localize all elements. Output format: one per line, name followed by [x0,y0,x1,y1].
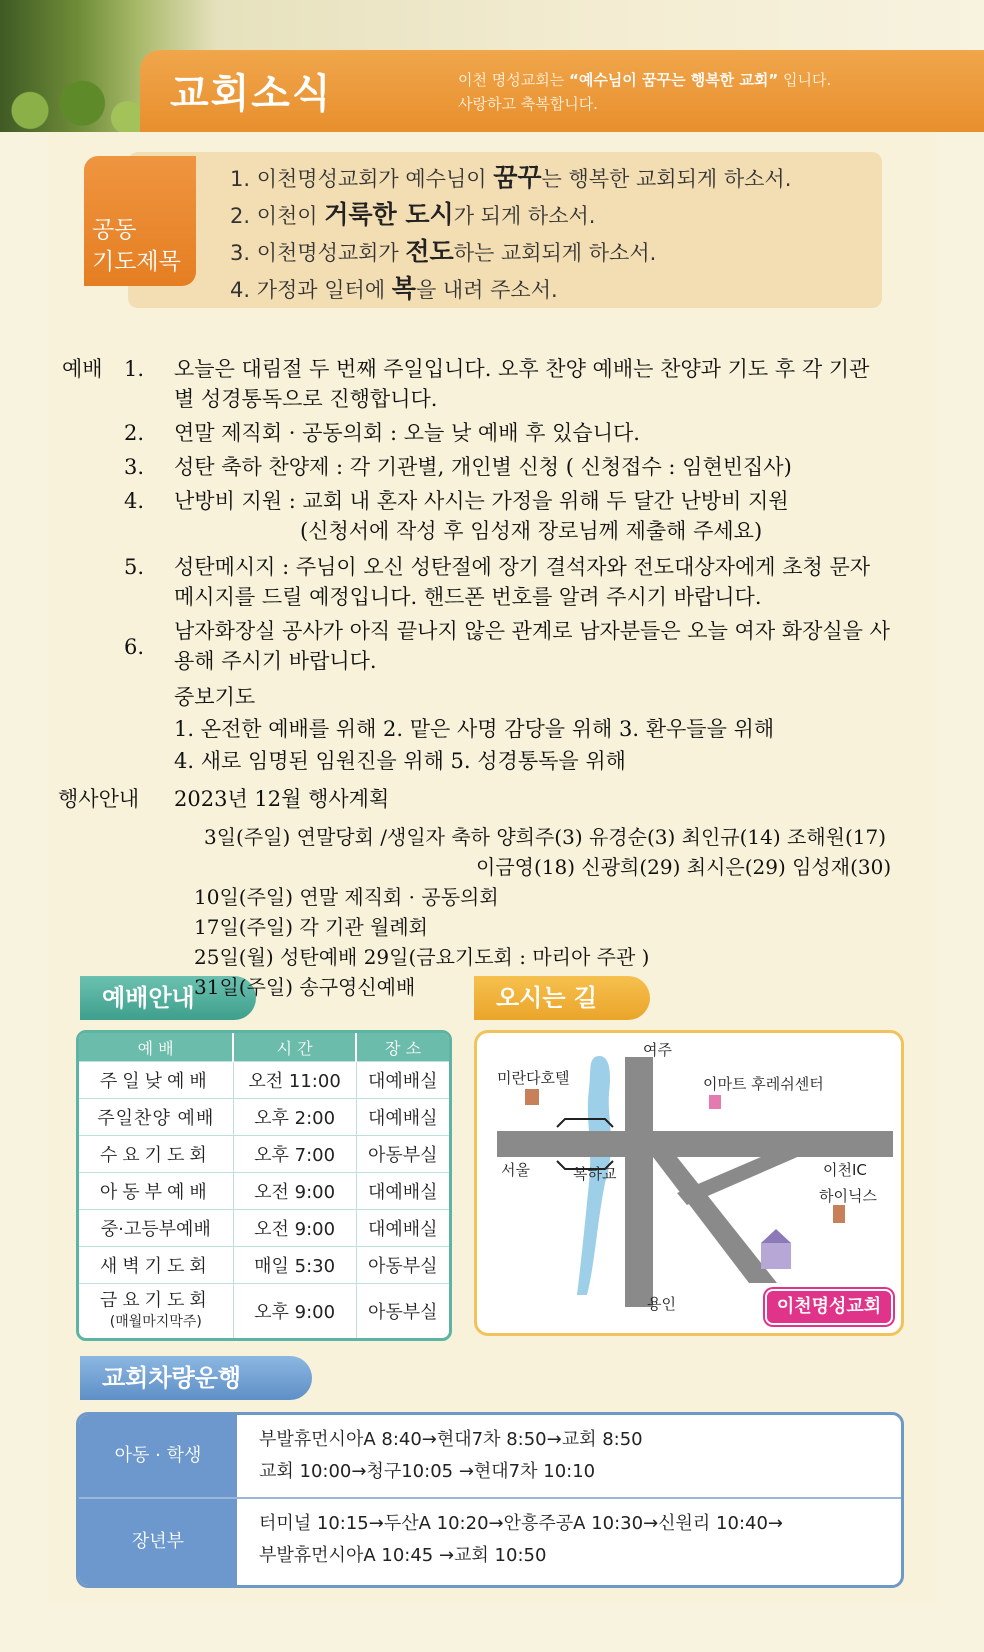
service-time: 오전 11:00 [233,1062,356,1099]
service-name: 중·고등부예배 [79,1210,233,1247]
announcement-line: 별 성경통독으로 진행합니다. [174,387,438,411]
announcement-line: 성탄메시지 : 주님이 오신 성탄절에 장기 결석자와 전도대상자에게 초청 문자 [174,555,871,579]
prayer-emphasis: 꿈꾸 [493,163,542,192]
events-label: 행사안내 [58,787,140,811]
column-header: 장 소 [356,1033,449,1062]
item-number: 2. [123,421,144,445]
road-east-west [497,1131,893,1157]
event-line: 3일(주일) 연말당회 /생일자 축하 양희주(3) 유경순(3) 최인규(14) 조해원(17) [204,825,887,849]
prayer-emphasis: 거룩한 도시 [324,200,454,229]
map-label-west: 서울 [501,1161,530,1179]
map-label-hotel: 미란다호텔 [497,1069,570,1087]
map-label-emart: 이마트 후레쉬센터 [703,1075,824,1093]
service-name: 금요기도회 [99,1289,212,1311]
service-name: 새벽기도회 [79,1247,233,1284]
service-place: 대예배실 [356,1099,449,1136]
road-diagonal [653,1157,777,1283]
event-line: 17일(주일) 각 기관 월례회 [194,915,429,939]
table-row [79,1247,449,1284]
announcement-line: 오늘은 대림절 두 번째 주일입니다. 오후 찬양 예배는 찬양과 기도 후 각 기관 [174,357,870,381]
intercession-title: 중보기도 [174,685,256,709]
slogan-suffix: 입니다. [778,71,832,89]
header-slogan [458,68,958,116]
map-label-north: 여주 [643,1041,672,1059]
hynix-icon [833,1205,845,1223]
vehicle-group-label: 장년부 [79,1499,237,1585]
service-place: 대예배실 [356,1210,449,1247]
item-number: 5. [123,555,144,579]
prayer-tag-label [92,214,181,278]
map-label-bridge: 복하교 [573,1165,617,1183]
announcement-line: 남자화장실 공사가 아직 끝나지 않은 관계로 남자분들은 오늘 여자 화장실을 사 [174,619,890,643]
prayer-list [230,160,791,308]
service-time: 오전 9:00 [233,1210,356,1247]
service-time: 오후 7:00 [233,1136,356,1173]
prayer-text: 4. 가정과 일터에 [230,278,392,302]
prayer-emphasis: 전도 [405,237,454,266]
service-name: 주일낮예배 [79,1062,233,1099]
prayer-tag-line2: 기도제목 [92,249,181,275]
map-label-hynix: 하이닉스 [819,1187,877,1205]
announcement-line: 연말 제직회 · 공동의회 : 오늘 낮 예배 후 있습니다. [174,421,640,445]
service-name: 아동부예배 [79,1173,233,1210]
table-row [79,1062,449,1099]
service-time: 오후 9:00 [233,1284,356,1339]
intercession-line: 1. 온전한 예배를 위해 2. 맡은 사명 감당을 위해 3. 환우들을 위해 [174,717,775,741]
road-north-south [625,1057,653,1307]
item-number: 1. [123,357,144,381]
announcement-line: 성탄 축하 찬양제 : 각 기관별, 개인별 신청 ( 신청접수 : 임현빈집사) [174,455,792,479]
service-name: 수요기도회 [79,1136,233,1173]
service-name-sub: (매월마지막주) [109,1313,202,1330]
emart-icon [709,1095,721,1109]
prayer-item [230,234,791,271]
event-line: 10일(주일) 연말 제직회 · 공동의회 [194,885,499,909]
prayer-text: 가 되게 하소서. [453,204,596,228]
table-row [79,1210,449,1247]
service-time: 오전 9:00 [233,1173,356,1210]
service-name-cell [79,1284,233,1339]
prayer-emphasis: 복 [391,274,416,303]
service-place: 아동부실 [356,1284,449,1339]
directions-title: 오시는 길 [474,976,650,1020]
church-roof-icon [761,1229,791,1243]
table-row [79,1099,449,1136]
vehicle-group-label: 아동 · 학생 [79,1415,237,1497]
service-place: 아동부실 [356,1247,449,1284]
service-name: 주일찬양 예배 [79,1099,233,1136]
prayer-item [230,160,791,197]
prayer-item [230,197,791,234]
table-row [79,1284,449,1339]
route-line: 부발휴먼시아A 10:45 →교회 10:50 [259,1545,547,1566]
prayer-text: 하는 교회되게 하소서. [453,241,657,265]
prayer-text: 3. 이천명성교회가 [230,241,406,265]
route-line: 교회 10:00→청구10:05 →현대7차 10:10 [259,1461,596,1482]
announcement-line: 난방비 지원 : 교회 내 혼자 사시는 가정을 위해 두 달간 난방비 지원 [174,489,789,513]
prayer-text: 1. 이천명성교회가 예수님이 [230,167,494,191]
prayer-tag-line1: 공동 [92,217,137,243]
service-place: 대예배실 [356,1062,449,1099]
column-header: 예 배 [79,1033,233,1062]
prayer-text: 을 내려 주소서. [415,278,558,302]
route-line: 부발휴먼시아A 8:40→현대7차 8:50→교회 8:50 [259,1429,643,1450]
event-line: 25일(월) 성탄예배 29일(금요기도회 : 마리아 주관 ) [194,945,650,969]
table-row [79,1136,449,1173]
slogan-line2: 사랑하고 축복합니다. [458,95,598,113]
map-label-south: 용인 [647,1295,676,1313]
service-place: 대예배실 [356,1173,449,1210]
table-row [79,1173,449,1210]
route-line: 터미널 10:15→두산A 10:20→안흥주공A 10:30→신원리 10:40→ [259,1513,783,1534]
service-time: 매일 5:30 [233,1247,356,1284]
event-line: 31일(주일) 송구영신예배 [194,975,416,999]
item-number: 4. [123,489,144,513]
worship-label: 예배 [62,357,103,381]
column-header: 시 간 [233,1033,356,1062]
church-building-icon [761,1243,791,1269]
hotel-icon [525,1089,539,1105]
event-line: 이금영(18) 신광희(29) 최시은(29) 임성재(30) [476,855,892,879]
page-title: 교회소식 [170,71,333,117]
divider [79,1497,901,1499]
item-number: 3. [123,455,144,479]
church-location-badge: 이천명성교회 [765,1289,893,1325]
service-place: 아동부실 [356,1136,449,1173]
service-time: 오후 2:00 [233,1099,356,1136]
service-schedule-title: 예배안내 [80,976,256,1020]
service-schedule-table [76,1030,452,1341]
announcement-line: 용해 주시기 바랍니다. [174,649,377,673]
announcement-line: 메시지를 드릴 예정입니다. 핸드폰 번호를 알려 주시기 바랍니다. [174,585,762,609]
item-number: 6. [123,635,144,659]
intercession-line: 4. 새로 임명된 임원진을 위해 5. 성경통독을 위해 [174,749,626,773]
directions-map [474,1030,904,1336]
events-title: 2023년 12월 행사계획 [174,787,390,811]
prayer-text: 2. 이천이 [230,204,325,228]
vehicle-schedule [76,1412,904,1588]
slogan-prefix: 이천 명성교회는 [458,71,569,89]
announcement-line: (신청서에 작성 후 임성재 장로님께 제출해 주세요) [300,519,763,543]
prayer-item [230,271,791,308]
vehicle-title: 교회차량운행 [80,1356,312,1400]
prayer-text: 는 행복한 교회되게 하소서. [541,167,792,191]
map-label-east: 이천IC [823,1161,867,1179]
slogan-quote: “예수님이 꿈꾸는 행복한 교회” [568,71,779,89]
leaves-image [0,60,150,132]
